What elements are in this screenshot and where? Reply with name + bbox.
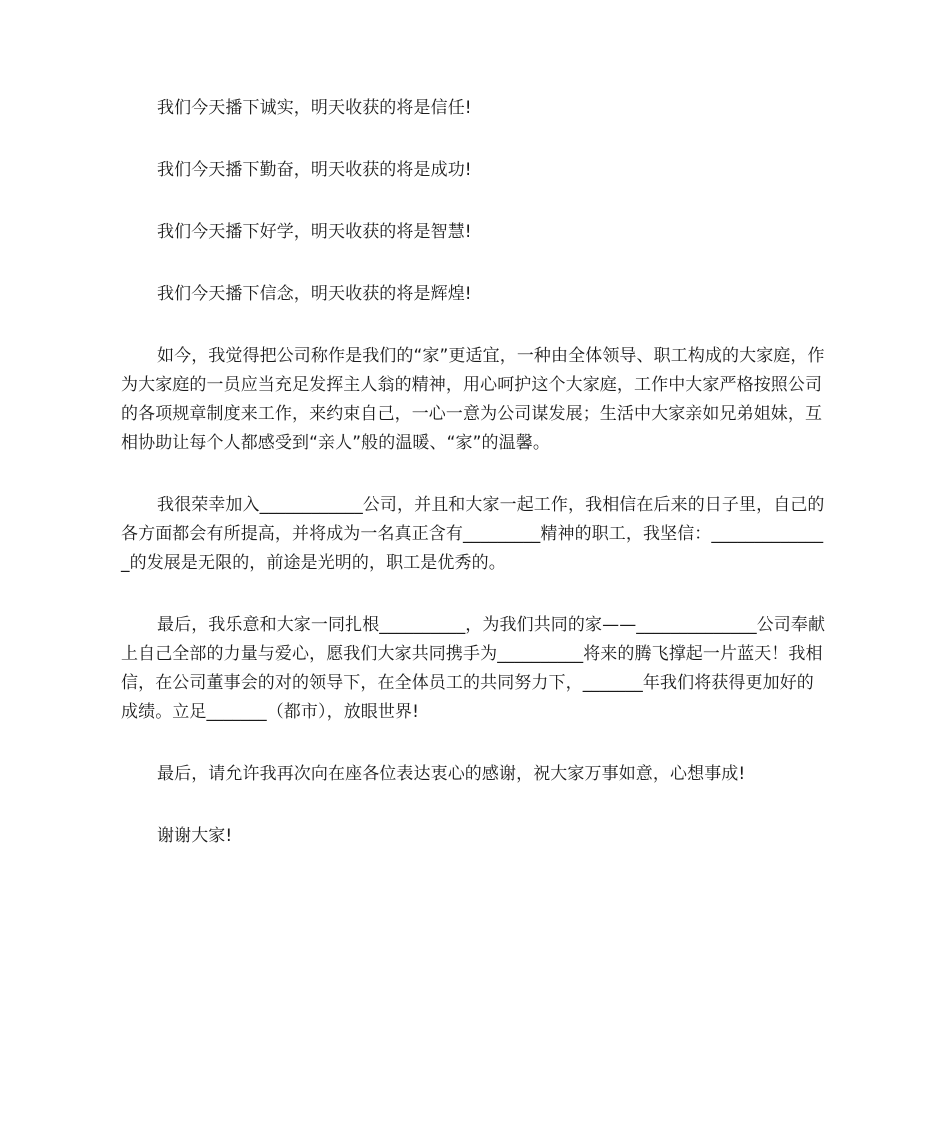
paragraph-company-family: 如今，我觉得把公司称作是我们的“家”更适宜，一种由全体领导、职工构成的大家庭，作为大家庭的一员应当充足发挥主人翁的精神，用心呵护这个大家庭，工作中大家严格按照公司的各项规章制度来工作，来约束自己，一心一意为公司谋发展；生活中大家亲如兄弟姐妹，互相协助让每个人都感受到“亲人”般的温暖、“家”的温馨。 [121, 346, 825, 453]
paragraph-diligence: 我们今天播下勤奋，明天收获的将是成功! [157, 160, 472, 180]
paragraph-learning: 我们今天播下好学，明天收获的将是智慧! [157, 222, 472, 242]
paragraph-honesty: 我们今天播下诚实，明天收获的将是信任! [157, 98, 472, 118]
paragraph-joining: 我很荣幸加入____________公司，并且和大家一起工作，我相信在后来的日子里，自己的各方面都会有所提高，并将成为一名真正含有_________精神的职工，我坚信：______________的发展是无限的，前途是光明的，职工是优秀的。 [121, 495, 825, 573]
paragraph-belief: 我们今天播下信念，明天收获的将是辉煌! [157, 284, 472, 304]
paragraph-thanks: 最后，请允许我再次向在座各位表达衷心的感谢，祝大家万事如意，心想事成! [157, 764, 746, 784]
paragraph-closing: 谢谢大家! [157, 826, 233, 846]
document-body [121, 94, 829, 884]
paragraph-commitment: 最后，我乐意和大家一同扎根__________，为我们共同的家——______________公司奉献上自己全部的力量与爱心，愿我们大家共同携手为__________将来的腾飞撑起一片蓝天！我相信，在公司董事会的对的领导下，在全体员工的共同努力下，_______年我们将获得更加好的成绩。立足_______（都市），放眼世界! [121, 615, 826, 722]
